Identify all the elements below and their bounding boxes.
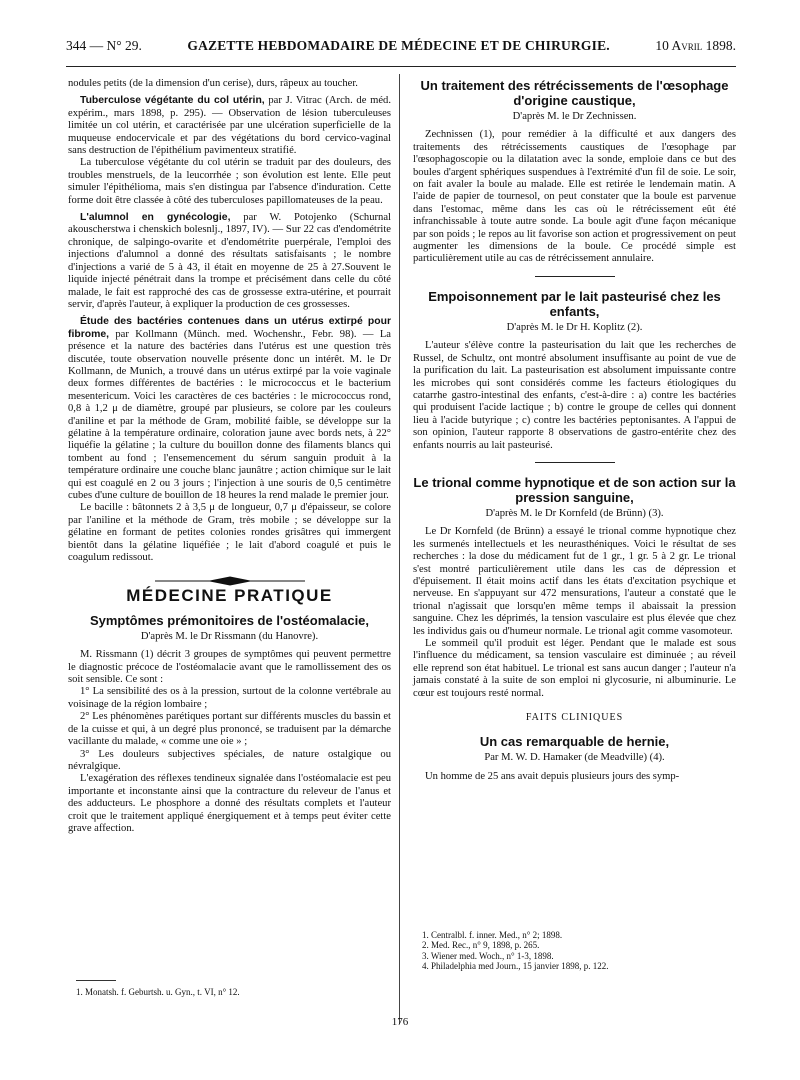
left-column <box>68 78 391 835</box>
section-title: MÉDECINE PRATIQUE <box>126 586 333 606</box>
article-tuberculose <box>68 95 391 157</box>
footnote: 1. Centralbl. f. inner. Med., n° 2; 1898. <box>422 930 563 940</box>
paragraph: L'exagération des réflexes tendineux signalée dans l'ostéomalacie est peu importante et inconstante ainsi que la contracture du releveur de l'anus et des adducteurs. Le phosphore a donné des résultats complets et l'auteur croit que le traitement appliqué énergiquement et à temps peut éviter cette grave affection. <box>68 773 391 834</box>
footnote: 1. Monatsh. f. Geburtsh. u. Gyn., t. VI, n° 12. <box>76 987 240 997</box>
list-item: 3° Les douleurs subjectives spéciales, de nature ostalgique ou névralgique. <box>68 748 391 772</box>
article-lead: L'alumnol en gynécologie, <box>80 212 231 224</box>
article-byline: D'après M. le Dr H. Koplitz (2). <box>506 321 643 333</box>
paragraph: L'auteur s'élève contre la pasteurisation du lait que les recherches de Russel, de Schultz, ont montré absolument insuffisante au point de vue de la purification du lait. La pasteurisation est absolument impuissante contre les microbes qui sont considérés comme les facteurs étiologiques du catarrhe gastro-intestinal des enfants, c'est-à-dire : a) contre les bactéries qui produisent l'acide lactique ; b) contre le groupe de celles qui donnent lieu à l'acide butyrique ; c) contre les bactéries peptonisantes. A l'appui de son opinion, l'auteur rapporte 8 observations de gastro-entérite chez des enfants nourris au lait pasteurisé. <box>413 340 736 451</box>
article-byline: D'après M. le Dr Zechnissen. <box>512 111 637 122</box>
issue-date: 10 Avril 1898. <box>655 38 736 53</box>
article-byline: D'après M. le Dr Rissmann (du Hanovre). <box>140 630 319 642</box>
separator-rule <box>535 276 615 277</box>
paragraph: Un homme de 25 ans avait depuis plusieurs jours des symp- <box>425 770 680 782</box>
list-item: 1° La sensibilité des os à la pression, surtout de la colonne vertébrale au voisinage de la région lombaire ; <box>68 686 391 710</box>
header-rule <box>66 66 736 67</box>
journal-title: GAZETTE HEBDOMADAIRE DE MÉDECINE ET DE CHIRURGIE. <box>187 38 610 53</box>
page-label: 344 — N° 29. <box>66 38 142 53</box>
article-title: Empoisonnement par le lait pasteurisé chez les enfants, <box>428 288 721 319</box>
article-body: par Kollmann (Münch. med. Wochenshr., Febr. 98). — La présence et la nature des bactéries dans l'utérus est une question très discutée, toute observation nouvelle présente donc un intérêt. M. le Dr Kollmann, de Munich, a trouvé dans un utérus extirpé par la voie vaginale deux formes différentes de bactéries : le micrococcus et le bacterium mesentericum. Voici les caractères de ces bactéries : le micrococcus rond, 0,8 à 1,2 μ de diamètre, groupé par plusieurs, se colore par les couleurs d'aniline et par la méthode de Gram, mobilité faible, se développe sur la gélatine à la température ordinaire, coloration jaune avec bords nets, à 22° liquéfie la gélatine ; la culture du bouillon donne des filaments blancs qui tombent au fond ; l'ensemencement du sérum sanguin produit à la température ordinaire une couche blanc jaunâtre ; action chimique sur le lait qui est coagulé en 2 ou 3 jours ; l'injection à une souris de 0,5 centimètre cubes d'une culture de bouillon de 18 heures la rend malade le premier jour. <box>68 328 391 501</box>
paragraph: M. Rissmann (1) décrit 3 groupes de symptômes qui peuvent permettre le diagnostic précoce de l'ostéomalacie avant que le ramollissement des os soit sensible. Ce sont : <box>68 649 391 686</box>
paragraph: Le sommeil qu'il produit est léger. Pendant que le malade est sous l'influence du médicament, sa tension vasculaire est diminuée ; au réveil elle reprend son état habituel. Le trional est sans aucun danger ; l'auteur n'a jamais constaté à la suite de son emploi ni glycosurie, ni albuminurie. Le cœur est toujours resté normal. <box>413 638 736 699</box>
paragraph: Le bacille : bâtonnets 2 à 3,5 μ de longueur, 0,7 μ d'épaisseur, se colore par l'aniline et la méthode de Gram, très mobile ; se développe sur la gélatine en formant de petites colonies rondes grisâtres qui immergent bientôt dans la gélatine liquéfiée ; le lait d'abord coagulé et puis le coagulum redissout. <box>68 502 391 564</box>
article-bacteries <box>68 316 391 502</box>
footnote-rule <box>76 980 116 981</box>
paragraph: Zechnissen (1), pour remédier à la difficulté et aux dangers des traitements des rétrécissements caustiques de l'œsophage par l'œsophagoscopie ou la dilatation avec la sonde, emploie dans ce but des boules d'argent sphériques suspendues à l'extrémité d'un fil de soie. Le soir, on fait avaler la boule au malade. Elle est retirée le lendemain matin. A l'aide de papier de tournesol, on peut constater que la boule est parvenue dans l'estomac, même dans les cas où le rétrécissement eût été infranchissable à toute autre sonde. La boule agit d'une façon mécanique par son poids ; le repos au lit favorise son action et progressivement on peut augmenter les dimensions de la boule. Ce procédé simple est particulièrement utile au cas de rétrécissement annulaire. <box>413 129 736 265</box>
continued-paragraph: nodules petits (de la dimension d'un cerise), durs, râpeux au toucher. <box>68 78 358 89</box>
paragraph: La tuberculose végétante du col utérin se traduit par des douleurs, des troubles menstruels, de la leucorrhée ; son évolution est lente. Elle peut simuler l'épithélioma, mais s'en distingua par l'absence d'induration. Cette forme doit être classée à côté des tuberculoses papillomateuses de la peau. <box>68 157 391 206</box>
article-lead: Étude des bactéries contenues dans un utérus extirpé pour fibrome, <box>68 316 391 340</box>
section-subtitle: FAITS CLINIQUES <box>525 712 624 724</box>
running-header <box>66 38 736 62</box>
separator-rule <box>535 462 615 463</box>
footnote: 4. Philadelphia med Journ., 15 janvier 1898, p. 122. <box>422 961 609 972</box>
right-column <box>413 78 736 783</box>
article-lead: Tuberculose végétante du col utérin, <box>80 95 265 107</box>
article-title: Le trional comme hypnotique et de son action sur la pression sanguine, <box>413 474 736 505</box>
footnote: 3. Wiener med. Woch., n° 1-3, 1898. <box>422 950 554 961</box>
footnote: 2. Med. Rec., n° 9, 1898, p. 265. <box>422 940 540 951</box>
column-divider <box>399 74 400 1024</box>
article-body: par W. Potojenko (Schurnal akouscherstwa i chenskich bolesnlj., 1897, IV). — Sur 22 cas d'endométrite chronique, de salpingo-ovarite et d'endométrite puerpérale, l'emploi des injections d'alumnol a donné des résultats satisfaisants ; le nombre d'injections a varié de 5 à 43, il était en moyenne de 25 à 27.Souvent le liquide injecté pénétrait dans la trompe et précisément dans celle du côté malade, le fait est rapproché des cas de grossesse extra-utérine, et pourrait servir, d'après l'auteur, à expliquer la production de ces grossesses. <box>68 212 391 310</box>
article-alumnol <box>68 212 391 311</box>
paragraph: Le Dr Kornfeld (de Brünn) a essayé le trional comme hypnotique chez les surmenés intellectuels et les neurasthéniques. Voici le résultat de ses recherches : la dose du médicament fut de 1 gr., 1 gr. 5 à 2 gr. Le trional s'est montré particulièrement utile dans les cas de dépression et d'épuisement. Il était moins actif dans les états d'excitation psychique et nerveuse. En s'appuyant sur 472 mensurations, l'auteur a constaté que le trional n'agissait que lorsqu'en même temps il abaissait la pression sanguine. Chez les déprimés, la tension vasculaire est plus élevée que chez les individus gais ou d'humeur normale. Le trional agit comme vasomoteur. <box>413 526 736 637</box>
article-body: par J. Vitrac (Arch. de méd. expérim., mars 1898, p. 295). — Observation de lésion tuberculeuses limitée un col utérin, et caractérisée par une ulcération superficielle de la muqueuse endocervicale et par des végétations du bord cervico-vaginal sans destruction de l'épithélium pavimenteux stratifié. <box>68 95 391 157</box>
article-byline: D'après M. le Dr Kornfeld (de Brünn) (3). <box>485 507 664 519</box>
page-number: 176 <box>391 1016 409 1028</box>
footnotes <box>422 930 722 972</box>
article-title: Symptômes prémonitoires de l'ostéomalacie, <box>89 612 370 628</box>
list-item: 2° Les phénomènes parétiques portant sur différents muscles du bassin et de la cuisse et qui, à un degré plus prononcé, se traduisent par la démarche vacillante du malade, « comme une oie » ; <box>68 711 391 748</box>
article-title: Un cas remarquable de hernie, <box>479 734 670 750</box>
article-byline: Par M. W. D. Hamaker (de Meadville) (4). <box>484 752 665 764</box>
article-title: Un traitement des rétrécissements de l'œsophage d'origine caustique, <box>420 78 729 108</box>
ornament-rule <box>155 576 305 586</box>
